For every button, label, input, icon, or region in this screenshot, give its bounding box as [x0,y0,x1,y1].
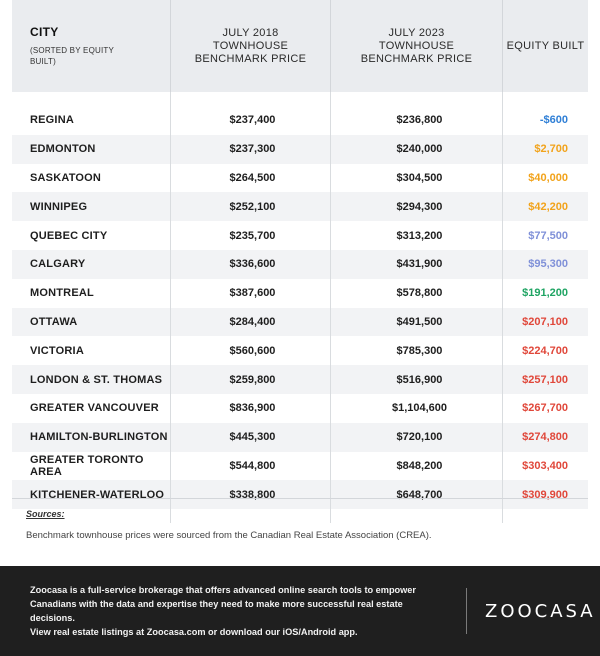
city-title: CITY [30,24,59,39]
table-row [12,192,588,221]
price-2023-cell: $236,800 [330,106,502,135]
city-cell: CALGARY [30,258,86,271]
city-cell: QUEBEC CITY [30,229,108,242]
equity-cell: $2,700 [502,135,588,164]
footer [0,566,600,656]
table-row [12,279,588,308]
price-2023-cell: $516,900 [330,365,502,394]
price-2023-cell: $304,500 [330,164,502,193]
equity-cell: $42,200 [502,192,588,221]
price-2018-cell: $237,300 [170,135,330,164]
equity-cell: $224,700 [502,336,588,365]
footer-divider [466,588,467,634]
equity-cell: $267,700 [502,394,588,423]
sources-label: Sources: [26,509,65,519]
equity-cell: $257,100 [502,365,588,394]
equity-cell: $191,200 [502,279,588,308]
city-cell: OTTAWA [30,315,78,328]
city-cell: GREATER VANCOUVER [30,402,159,415]
sources-section [12,498,588,541]
city-subtitle-2: BUILT) [30,56,56,66]
equity-cell: $309,900 [502,480,588,509]
city-cell: MONTREAL [30,287,94,300]
price-2018-cell: $560,600 [170,336,330,365]
price-2018-cell: $836,900 [170,394,330,423]
table-row [12,336,588,365]
price-2023-cell: $491,500 [330,308,502,337]
city-cell: KITCHENER-WATERLOO [30,488,165,501]
equity-cell: $95,300 [502,250,588,279]
price-2018-cell: $237,400 [170,106,330,135]
footer-line-2: Canadians with the data and expertise they need to make more successful real estate decisions. [30,599,403,623]
price-2018-cell: $264,500 [170,164,330,193]
table-row [12,365,588,394]
price-2023-cell: $431,900 [330,250,502,279]
price-2023-cell: $648,700 [330,480,502,509]
price-2018-cell: $259,800 [170,365,330,394]
equity-cell: $207,100 [502,308,588,337]
price-2023-cell: $578,800 [330,279,502,308]
city-cell: GREATER TORONTO AREA [30,453,144,478]
table-row [12,452,588,481]
city-cell: WINNIPEG [30,200,88,213]
equity-cell: $274,800 [502,423,588,452]
city-cell: REGINA [30,114,74,127]
table-row [12,164,588,193]
equity-cell: $40,000 [502,164,588,193]
table-row [12,135,588,164]
table-top-spacer [12,92,588,106]
price-2018-cell: $235,700 [170,221,330,250]
table-row [12,394,588,423]
price-2023-cell: $294,300 [330,192,502,221]
price-2023-cell: $1,104,600 [330,394,502,423]
table-row [12,308,588,337]
price-2023-cell: $240,000 [330,135,502,164]
zoocasa-logo: ZOOCASA [485,600,596,622]
footer-text [0,583,450,639]
price-2018-cell: $338,800 [170,480,330,509]
header-2023-price: JULY 2023 TOWNHOUSE BENCHMARK PRICE [330,0,502,92]
header-city [12,0,170,92]
price-2018-cell: $336,600 [170,250,330,279]
table-body [12,106,588,509]
price-2023-cell: $848,200 [330,452,502,481]
table-row [12,250,588,279]
price-table [12,0,588,523]
city-cell: LONDON & ST. THOMAS [30,373,163,386]
price-2018-cell: $284,400 [170,308,330,337]
price-2023-cell: $313,200 [330,221,502,250]
table-header [12,0,588,92]
city-cell: SASKATOON [30,171,102,184]
header-equity-built: EQUITY BUILT [502,0,588,92]
city-cell: HAMILTON-BURLINGTON [30,431,168,444]
table-row [12,423,588,452]
equity-cell: $303,400 [502,452,588,481]
city-subtitle-1: (SORTED BY EQUITY [30,45,115,55]
footer-line-3: View real estate listings at Zoocasa.com or download our iOS/Android app. [30,627,358,637]
city-cell: VICTORIA [30,344,84,357]
sources-text: Benchmark townhouse prices were sourced from the Canadian Real Estate Association (CREA). [26,530,432,541]
table-row [12,221,588,250]
footer-line-1: Zoocasa is a full-service brokerage that offers advanced online search tools to empower [30,585,416,595]
price-2023-cell: $785,300 [330,336,502,365]
price-2018-cell: $544,800 [170,452,330,481]
equity-cell: $77,500 [502,221,588,250]
price-2018-cell: $252,100 [170,192,330,221]
table-row [12,106,588,135]
equity-cell: -$600 [502,106,588,135]
price-2018-cell: $445,300 [170,423,330,452]
price-2023-cell: $720,100 [330,423,502,452]
price-2018-cell: $387,600 [170,279,330,308]
header-2018-price: JULY 2018 TOWNHOUSE BENCHMARK PRICE [170,0,330,92]
city-cell: EDMONTON [30,143,96,156]
